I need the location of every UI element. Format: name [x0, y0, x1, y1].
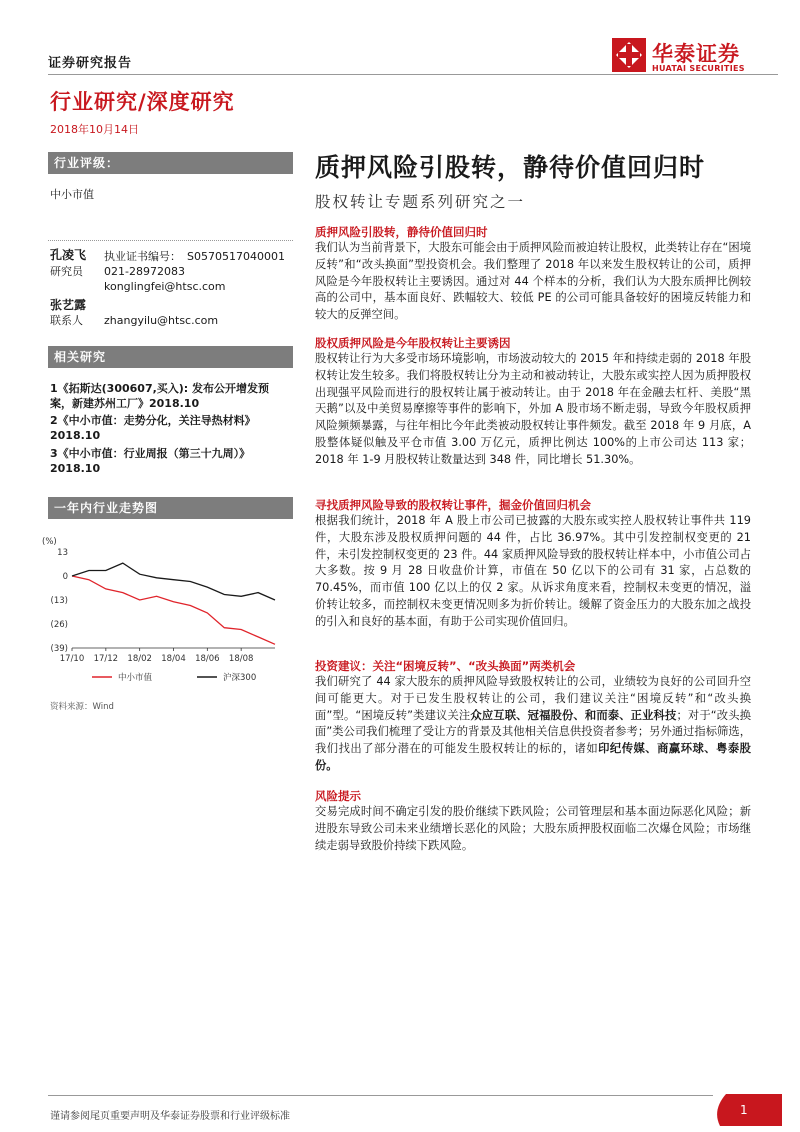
analyst-email[interactable]: konglingfei@htsc.com — [104, 280, 226, 293]
header-divider — [48, 74, 778, 75]
report-category: 行业研究/深度研究 — [50, 89, 235, 114]
y-tick-label: (13) — [50, 596, 68, 606]
section-heading-3: 寻找质押风险导致的股权转让事件，掘金价值回归机会 — [315, 498, 591, 512]
x-tick-label: 18/04 — [161, 654, 186, 664]
recommended-stocks-1: 众应互联、冠福股份、和而泰、正业科技 — [470, 708, 677, 722]
section-heading-2: 股权质押风险是今年股权转让主要诱因 — [315, 336, 511, 350]
contact-role: 联系人 — [50, 314, 83, 327]
report-type: 证券研究报告 — [48, 56, 133, 71]
section-body-4: 我们研究了 44 家大股东的质押风险导致股权转让的公司，业绩较为良好的公司回升空间可能更大。对于已发生股权转让的公司，我们建议关注“困境反转”和“改头换面”型。“困境反转”类建议关注众应互联、冠福股份、和而泰、正业科技；对于“改头换面”类公司我们梳理了受让方的背景及其他相关信息供投资者参考；另外通过指标筛选，我们找出了部分潜在的可能发生股权转让的标的，诸如印纪传媒、商赢环球、粤泰股份。 — [315, 675, 751, 772]
report-date: 2018年10月14日 — [50, 123, 139, 136]
x-tick-label: 18/06 — [195, 654, 220, 664]
section-body-3: 根据我们统计，2018 年 A 股上市公司已披露的大股东或实控人股权转让事件共 119 件，大股东涉及股权质押问题的 44 件，占比 36.97%。其中引发控制权变更的 21 件，未引发控制权变更的 23 件。44 家质押风险导致的股权转让样本中，小市值公司占大多数。按 9 月 28 日收盘价计算，市值在 50 亿以下的公司有 31 家，占总数的 70.45%，而市值 100 亿以上的仅 2 家。从诉求角度来看，控制权未变更的情况，溢价转让较多，而控制权未变更情况则多为折价转让。缓解了资金压力的大股东加之战投的引入和良好的基本面，有助于公司实现价值回归。 — [315, 514, 751, 628]
related-item-3[interactable]: 3《中小市值：行业周报（第三十九周）》 2018.10 — [50, 447, 251, 475]
logo-name-en: HUATAI SECURITIES — [652, 64, 745, 73]
huatai-logo-icon — [612, 38, 646, 72]
sub-title: 股权转让专题系列研究之一 — [315, 193, 526, 211]
analyst-divider — [48, 240, 293, 241]
section-body-2: 股权转让行为大多受市场环境影响，市场波动较大的 2015 年和持续走弱的 2018 年股权转让发生较多。我们将股权转让分为主动和被动转让，大股东或实控人因为质押股权出现强平风险而进行的股权转让属于被动转让。由于 2018 年在金融去杠杆、美股“黑天鹅”以及中美贸易摩擦等事件的影响下，外加 A 股市场不断走弱，导致今年股权质押风险频频暴露，与往年相比今年此类被动股权转让事件频发。截至 2018 年 9 月底，A 股整体疑似触及平仓市值 3.00 万亿元，质押比例达 100%的上市公司达 113 家；2018 年 1-9 月股权转让数量达到 348 件，同比增长 51.30%。 — [315, 352, 751, 466]
series-line-hs300 — [72, 563, 275, 600]
analyst-name: 孔凌飞 — [50, 248, 87, 262]
related-item-2[interactable]: 2《中小市值：走势分化，关注导热材料》 2018.10 — [50, 414, 256, 442]
recommended-stocks-2: 印纪传媒、商赢环球、粤泰股份。 — [315, 742, 751, 772]
x-tick-label: 18/02 — [127, 654, 152, 664]
x-tick-label: 18/08 — [228, 654, 254, 664]
main-title: 质押风险引股转，静待价值回归时 — [315, 153, 706, 182]
section-heading-1: 质押风险引股转，静待价值回归时 — [315, 225, 488, 239]
contact-name: 张艺露 — [50, 298, 87, 312]
analyst-cert: S0570517040001 — [187, 250, 285, 263]
rating-value: 中小市值 — [50, 188, 94, 201]
section-heading-4: 投资建议：关注“困境反转”、“改头换面”两类机会 — [315, 659, 576, 673]
y-tick-label: (26) — [50, 620, 68, 630]
page-number: 1 — [740, 1103, 748, 1117]
y-tick-label: 13 — [57, 548, 68, 558]
section-body-5: 交易完成时间不确定引发的股价继续下跌风险；公司管理层和基本面边际恶化风险；新进股东导致公司未来业绩增长恶化的风险；大股东质押股权面临二次爆仓风险；市场继续走弱导致股价持续下跌风险。 — [315, 805, 751, 852]
footer-divider — [48, 1095, 713, 1096]
series-line-small-cap — [72, 576, 275, 644]
legend-label: 沪深300 — [223, 673, 257, 683]
analyst-cert-label: 执业证书编号： — [104, 250, 181, 263]
footer-disclaimer: 谨请参阅尾页重要声明及华泰证券股票和行业评级标准 — [50, 1111, 290, 1122]
y-tick-label: (39) — [50, 644, 68, 654]
logo-name-cn: 华泰证券 — [652, 42, 740, 66]
trend-heading: 一年内行业走势图 — [48, 497, 293, 519]
trend-chart — [40, 530, 290, 690]
section-heading-5: 风险提示 — [315, 789, 361, 803]
chart-source: 资料来源：Wind — [50, 702, 114, 712]
related-item-1[interactable]: 1《拓斯达(300607,买入): 发布公开增发预 案，新建苏州工厂》2018.10 — [50, 382, 270, 410]
y-tick-label: 0 — [62, 572, 68, 582]
analyst-role: 研究员 — [50, 265, 83, 278]
analyst-phone: 021-28972083 — [104, 265, 185, 278]
x-tick-label: 17/10 — [59, 654, 85, 664]
x-tick-label: 17/12 — [93, 654, 119, 664]
rating-heading: 行业评级： — [48, 152, 293, 174]
y-axis-label: (%) — [42, 537, 57, 547]
related-heading: 相关研究 — [48, 346, 293, 368]
section-body-1: 我们认为当前背景下，大股东可能会由于质押风险而被迫转让股权，此类转让存在“困境反转”和“改头换面”型投资机会。我们整理了 2018 年以来发生股权转让的公司，质押风险是今年股权转让主要诱因。通过对 44 个样本的分析，我们认为大股东质押比例较高的公司中，基本面良好、跌幅较大、较低 PE 的公司可能具备较好的困境反转能力和较大的反弹空间。 — [315, 241, 751, 322]
legend-label: 中小市值 — [118, 673, 153, 683]
contact-email[interactable]: zhangyilu@htsc.com — [104, 314, 219, 327]
